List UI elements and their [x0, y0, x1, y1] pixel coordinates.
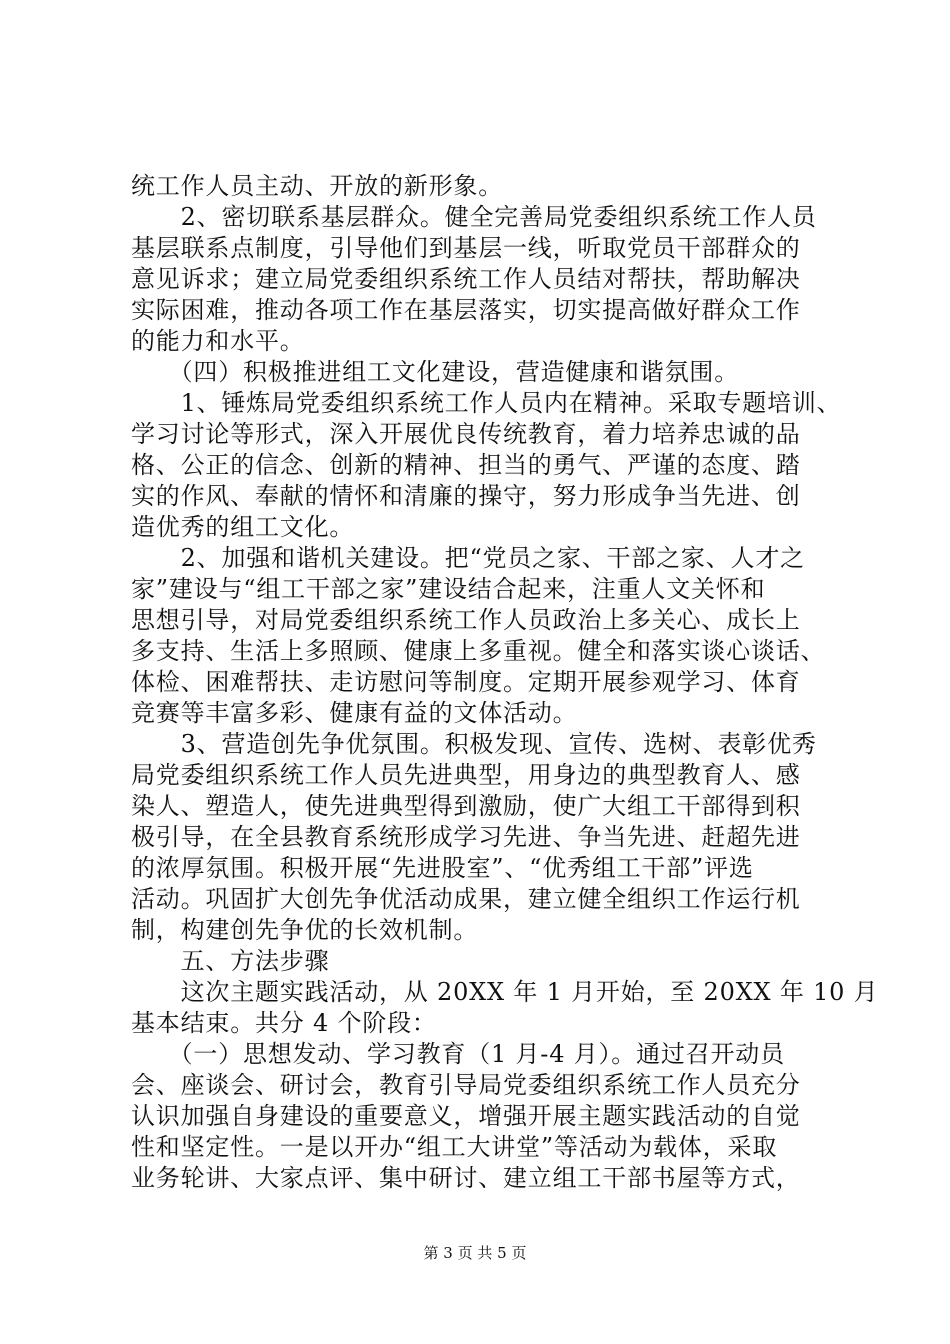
- text-line-13: 2、加强和谐机关建设。把“党员之家、干部之家、人才之: [131, 544, 805, 572]
- text-line-6: 的能力和水平。: [131, 327, 305, 355]
- text-line-15: 思想引导，对局党委组织系统工作人员政治上多关心、成长上: [131, 606, 801, 634]
- document-body: [131, 171, 879, 1194]
- text-line-1: 统工作人员主动、开放的新形象。: [131, 172, 503, 200]
- text-line-25: 制，构建创先争优的长效机制。: [131, 916, 479, 944]
- text-line-5: 实际困难，推动各项工作在基层落实，切实提高做好群众工作: [131, 296, 801, 324]
- text-line-30: 会、座谈会、研讨会，教育引导局党委组织系统工作人员充分: [131, 1071, 801, 1099]
- text-line-8: 1、锤炼局党委组织系统工作人员内在精神。采取专题培训、: [131, 389, 842, 417]
- text-line-2: 2、密切联系基层群众。健全完善局党委组织系统工作人员: [131, 203, 817, 231]
- text-line-16: 多支持、生活上多照顾、健康上多重视。健全和落实谈心谈话、: [131, 637, 826, 665]
- text-line-20: 局党委组织系统工作人员先进典型，用身边的典型教育人、感: [131, 761, 801, 789]
- text-line-17: 体检、困难帮扶、走访慰问等制度。定期开展参观学习、体育: [131, 668, 801, 696]
- text-line-3: 基层联系点制度，引导他们到基层一线，听取党员干部群众的: [131, 234, 801, 262]
- page-number-footer: 第 3 页 共 5 页: [423, 1244, 527, 1262]
- text-line-12: 造优秀的组工文化。: [131, 513, 355, 541]
- text-line-21: 染人、塑造人，使先进典型得到激励，使广大组工干部得到积: [131, 792, 801, 820]
- text-line-23: 的浓厚氛围。积极开展“先进股室”、“优秀组工干部”评选: [131, 854, 754, 882]
- text-line-11: 实的作风、奉献的情怀和清廉的操守，努力形成争当先进、创: [131, 482, 801, 510]
- text-line-27: 这次主题实践活动，从 20XX 年 1 月开始，至 20XX 年 10 月: [131, 978, 879, 1006]
- text-line-22: 极引导，在全县教育系统形成学习先进、争当先进、赶超先进: [131, 823, 801, 851]
- section-heading-five: 五、方法步骤: [131, 947, 330, 975]
- text-line-24: 活动。巩固扩大创先争优活动成果，建立健全组织工作运行机: [131, 885, 801, 913]
- text-line-32: 性和坚定性。一是以开办“组工大讲堂”等活动为载体，采取: [131, 1133, 778, 1161]
- text-line-33: 业务轮讲、大家点评、集中研讨、建立组工干部书屋等方式，: [131, 1164, 801, 1192]
- text-line-9: 学习讨论等形式，深入开展优良传统教育，着力培养忠诚的品: [131, 420, 801, 448]
- text-line-4: 意见诉求；建立局党委组织系统工作人员结对帮扶，帮助解决: [131, 265, 801, 293]
- text-line-18: 竞赛等丰富多彩、健康有益的文体活动。: [131, 699, 578, 727]
- text-line-28: 基本结束。共分 4 个阶段：: [131, 1009, 437, 1037]
- text-line-19: 3、营造创先争优氛围。积极发现、宣传、选树、表彰优秀: [131, 730, 817, 758]
- section-heading-four: （四）积极推进组工文化建设，营造健康和谐氛围。: [131, 358, 739, 386]
- text-line-29: （一）思想发动、学习教育（1 月-4 月）。通过召开动员: [131, 1040, 785, 1068]
- text-line-14: 家”建设与“组工干部之家”建设结合起来，注重人文关怀和: [131, 575, 766, 603]
- text-line-31: 认识加强自身建设的重要意义，增强开展主题实践活动的自觉: [131, 1102, 801, 1130]
- text-line-10: 格、公正的信念、创新的精神、担当的勇气、严谨的态度、踏: [131, 451, 801, 479]
